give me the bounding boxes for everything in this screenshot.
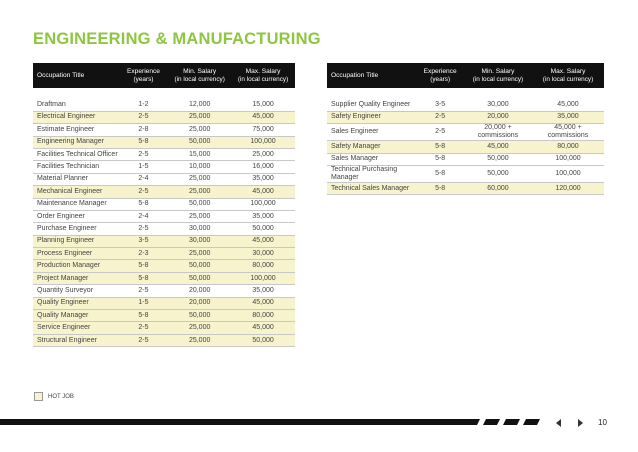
table-spacer-row [33,88,295,99]
table-row [33,186,295,198]
max-salary-cell: 30,000 [231,248,295,260]
min-salary-cell: 12,000 [168,99,231,111]
occupation-cell: Order Engineer [33,210,119,222]
occupation-cell: Quantity Surveyor [33,285,119,297]
max-salary-cell: 35,000 [231,173,295,185]
max-salary-cell [532,99,604,111]
experience-cell: 2-5 [119,334,168,346]
occupation-cell: Process Engineer [33,248,119,260]
salary-table-left-body [33,88,295,347]
experience-cell: 2-4 [119,173,168,185]
occupation-text: Safety Manager [331,142,381,150]
header-experience-unit: (years) [133,75,154,83]
experience-cell: 3-5 [416,99,464,111]
min-salary-text: 60,000 [487,184,509,192]
header-min-salary-unit: (in local currency) [174,75,225,83]
max-salary-note: commissions [547,132,589,140]
max-salary-cell: 80,000 [231,310,295,322]
occupation-cell [327,141,416,153]
header-occupation: Occupation Title [33,63,119,88]
header-experience-unit: (years) [430,75,451,83]
occupation-cell: Facilities Technician [33,161,119,173]
occupation-text: Supplier Quality Engineer [331,101,411,109]
table-row [33,111,295,123]
max-salary-cell [532,153,604,165]
occupation-cell [327,111,416,123]
page-title: ENGINEERING & MANUFACTURING [33,30,321,48]
previous-page-icon[interactable] [556,419,561,427]
max-salary-cell: 45,000 [231,322,295,334]
min-salary-text: 50,000 [487,155,509,163]
occupation-text: Technical Sales Manager [331,184,410,192]
min-salary-cell [464,99,532,111]
header-min-salary-unit: (in local currency) [472,75,524,83]
occupation-cell: Facilities Technical Officer [33,148,119,160]
occupation-cell [327,182,416,194]
table-row [33,248,295,260]
table-row [33,310,295,322]
min-salary-cell: 25,000 [168,186,231,198]
table-row [33,297,295,309]
table-row [33,334,295,346]
header-experience [119,63,168,88]
bottom-bar [0,417,638,427]
experience-cell: 5-8 [119,310,168,322]
max-salary-cell: 15,000 [231,99,295,111]
min-salary-text: 30,000 [487,101,509,109]
bottom-bar-segment [0,419,480,425]
occupation-cell [327,153,416,165]
experience-cell: 2-5 [119,285,168,297]
table-row [33,161,295,173]
spacer-cell [327,88,604,99]
max-salary-cell [532,141,604,153]
table-row [33,148,295,160]
occupation-text: Safety Engineer [331,113,381,121]
min-salary-cell: 25,000 [168,334,231,346]
spacer-cell [33,88,295,99]
table-row [33,260,295,272]
table-row [33,99,295,111]
bottom-bar-segment [503,419,520,425]
min-salary-cell: 25,000 [168,173,231,185]
header-experience [416,63,464,88]
min-salary-cell: 25,000 [168,322,231,334]
occupation-cell: Material Planner [33,173,119,185]
header-max-salary [231,63,295,88]
header-max-salary [532,63,604,88]
min-salary-text: 50,000 [487,169,509,177]
table-row [33,198,295,210]
experience-cell: 2-5 [119,223,168,235]
min-salary-note: commissions [477,132,519,140]
header-min-salary-label: Min. Salary [481,67,515,75]
max-salary-cell: 45,000 [231,111,295,123]
header-occupation: Occupation Title [327,63,416,88]
table-row [327,153,604,165]
experience-cell: 3-5 [119,235,168,247]
table-row [327,165,604,182]
experience-cell: 1-5 [119,297,168,309]
max-salary-cell: 100,000 [231,198,295,210]
experience-cell: 5-8 [119,260,168,272]
max-salary-cell: 25,000 [231,148,295,160]
legend [34,392,74,401]
table-header-row [33,63,295,88]
hot-job-swatch [34,392,43,401]
min-salary-cell: 15,000 [168,148,231,160]
min-salary-text: 20,000 [487,113,509,121]
header-experience-label: Experience [423,67,457,75]
page-number: 10 [598,418,607,427]
table-row [33,173,295,185]
occupation-cell [327,165,416,182]
experience-cell: 2-5 [119,186,168,198]
table-row [327,182,604,194]
min-salary-cell: 50,000 [168,198,231,210]
experience-cell: 2-5 [119,148,168,160]
min-salary-cell: 25,000 [168,248,231,260]
min-salary-cell [464,153,532,165]
occupation-cell: Estimate Engineer [33,124,119,136]
occupation-cell: Quality Engineer [33,297,119,309]
experience-cell: 2-8 [119,124,168,136]
experience-cell: 1-5 [119,161,168,173]
experience-cell: 2-5 [119,111,168,123]
occupation-cell: Draftman [33,99,119,111]
max-salary-text: 80,000 [557,142,579,150]
max-salary-cell: 45,000 [231,297,295,309]
table-row [327,141,604,153]
max-salary-text: 120,000 [555,184,581,192]
experience-cell: 2-5 [119,322,168,334]
salary-table-right [327,63,604,195]
experience-cell: 5-8 [416,182,464,194]
table-row [33,136,295,148]
header-experience-label: Experience [126,67,160,75]
next-page-icon[interactable] [578,419,583,427]
min-salary-cell [464,141,532,153]
occupation-cell: Maintenance Manager [33,198,119,210]
max-salary-cell: 16,000 [231,161,295,173]
max-salary-cell: 45,000 [231,235,295,247]
table-row [327,111,604,123]
salary-table-left [33,63,295,347]
table-row [33,223,295,235]
max-salary-cell [532,182,604,194]
min-salary-cell: 50,000 [168,136,231,148]
header-min-salary [464,63,532,88]
table-row [33,124,295,136]
occupation-cell [327,124,416,141]
table-row [33,285,295,297]
header-max-salary-unit: (in local currency) [237,75,289,83]
legend-label: HOT JOB [48,393,74,400]
experience-cell: 5-8 [119,272,168,284]
min-salary-cell: 10,000 [168,161,231,173]
min-salary-cell [464,124,532,141]
max-salary-cell [532,111,604,123]
experience-cell: 5-8 [416,153,464,165]
header-max-salary-unit: (in local currency) [542,75,594,83]
max-salary-cell: 45,000 [231,186,295,198]
experience-cell: 5-8 [119,198,168,210]
occupation-cell: Purchase Engineer [33,223,119,235]
occupation-cell: Engineering Manager [33,136,119,148]
max-salary-cell [532,124,604,141]
max-salary-text: 45,000 [557,101,579,109]
table-spacer-row [327,88,604,99]
occupation-cell: Quality Manager [33,310,119,322]
table-row [327,124,604,141]
table-row [327,99,604,111]
occupation-text: Technical Purchasing [331,165,398,173]
occupation-cell [327,99,416,111]
max-salary-text: 35,000 [557,113,579,121]
max-salary-cell: 100,000 [231,136,295,148]
table-row [33,272,295,284]
min-salary-cell: 25,000 [168,210,231,222]
header-max-salary-label: Max. Salary [550,67,586,75]
bottom-bar-segment [483,419,500,425]
table-row [33,235,295,247]
occupation-text-line2: Manager [331,173,359,181]
min-salary-cell: 50,000 [168,310,231,322]
max-salary-cell: 50,000 [231,223,295,235]
min-salary-cell: 50,000 [168,260,231,272]
occupation-cell: Production Manager [33,260,119,272]
max-salary-cell: 35,000 [231,285,295,297]
min-salary-cell: 25,000 [168,124,231,136]
occupation-cell: Mechanical Engineer [33,186,119,198]
salary-table-right-body [327,88,604,195]
header-max-salary-label: Max. Salary [245,67,281,75]
max-salary-cell: 35,000 [231,210,295,222]
experience-cell: 2-5 [416,111,464,123]
max-salary-text: 45,000 + [554,124,582,132]
bottom-bar-segment [523,419,540,425]
min-salary-text: 45,000 [487,142,509,150]
max-salary-cell: 100,000 [231,272,295,284]
max-salary-cell: 80,000 [231,260,295,272]
min-salary-cell [464,111,532,123]
min-salary-text: 20,000 + [484,124,512,132]
occupation-cell: Service Engineer [33,322,119,334]
experience-cell: 5-8 [416,141,464,153]
max-salary-cell [532,165,604,182]
min-salary-cell: 20,000 [168,297,231,309]
max-salary-text: 100,000 [555,169,581,177]
occupation-cell: Structural Engineer [33,334,119,346]
max-salary-cell: 50,000 [231,334,295,346]
experience-cell: 2-3 [119,248,168,260]
experience-cell: 2-4 [119,210,168,222]
max-salary-cell: 75,000 [231,124,295,136]
occupation-cell: Planning Engineer [33,235,119,247]
min-salary-cell: 20,000 [168,285,231,297]
experience-cell: 2-5 [416,124,464,141]
min-salary-cell: 30,000 [168,235,231,247]
table-row [33,210,295,222]
max-salary-text: 100,000 [555,155,581,163]
experience-cell: 5-8 [119,136,168,148]
occupation-cell: Electrical Engineer [33,111,119,123]
occupation-text: Sales Manager [331,155,379,163]
min-salary-cell [464,165,532,182]
min-salary-cell: 25,000 [168,111,231,123]
occupation-cell: Project Manager [33,272,119,284]
min-salary-cell: 50,000 [168,272,231,284]
header-min-salary-label: Min. Salary [183,67,217,75]
min-salary-cell [464,182,532,194]
experience-cell: 1-2 [119,99,168,111]
occupation-text: Sales Engineer [331,128,379,136]
table-header-row [327,63,604,88]
header-min-salary [168,63,231,88]
experience-cell: 5-8 [416,165,464,182]
table-row [33,322,295,334]
min-salary-cell: 30,000 [168,223,231,235]
